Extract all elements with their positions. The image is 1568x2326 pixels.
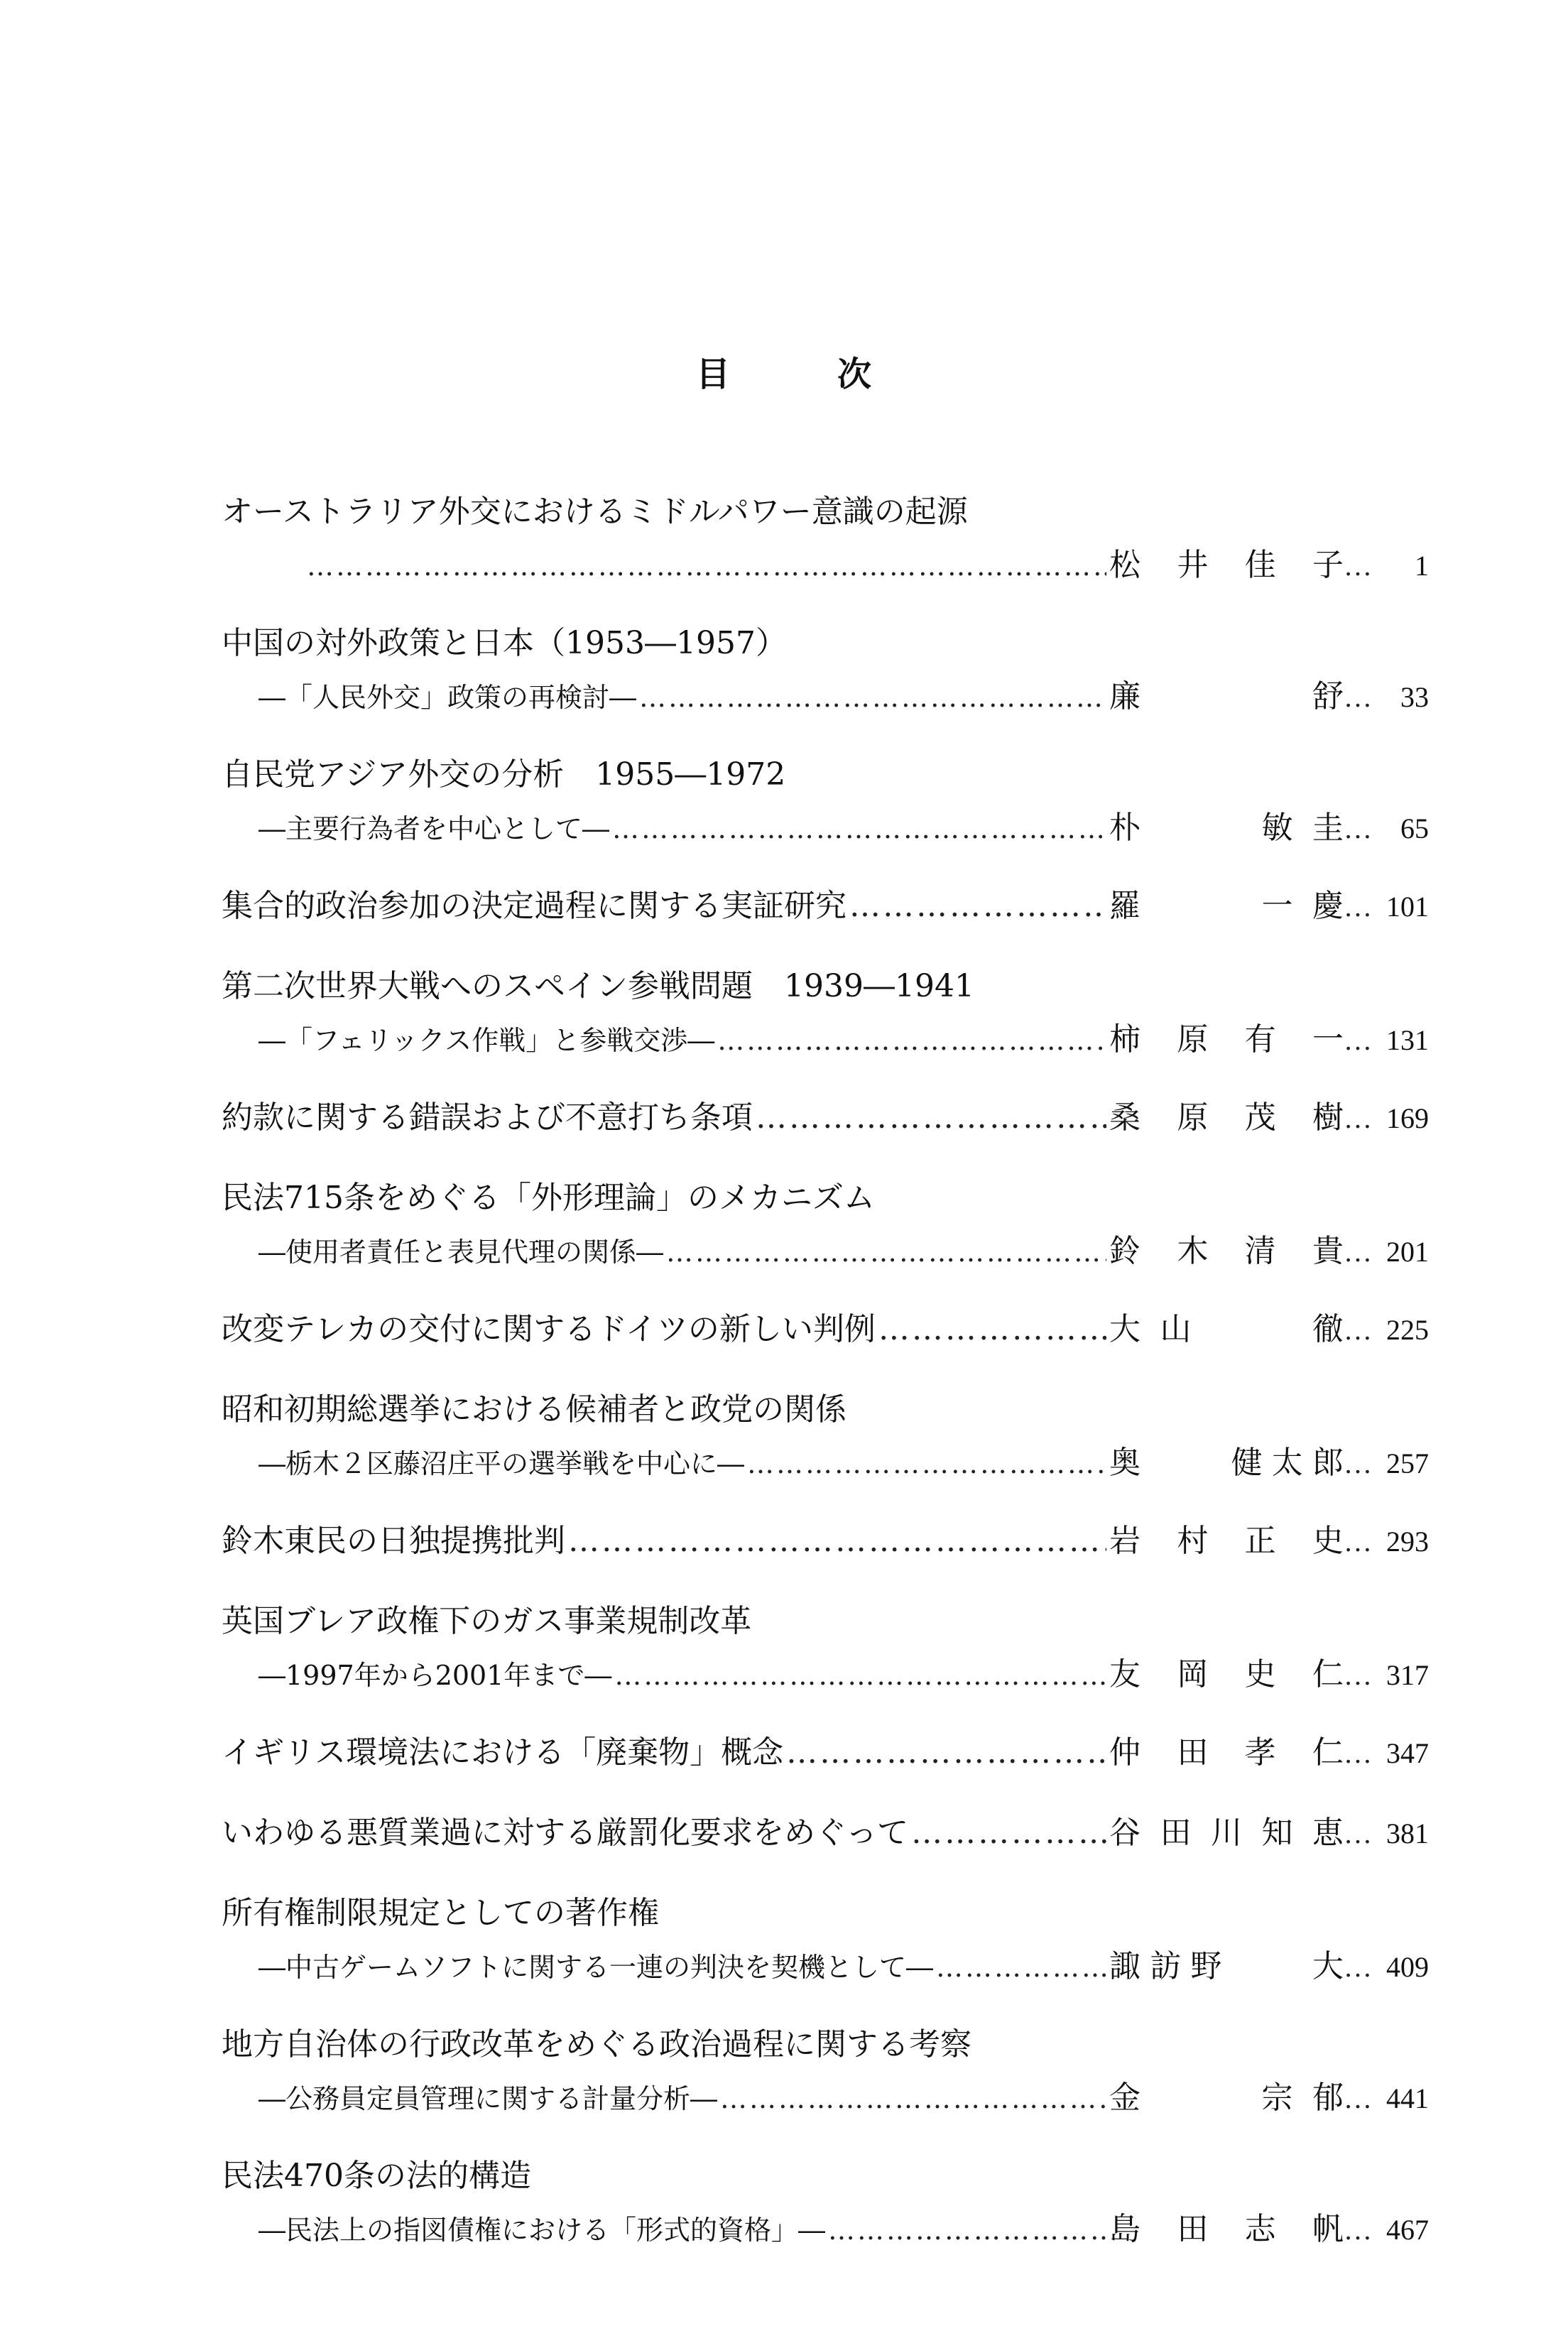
- article-title: 昭和初期総選挙における候補者と政党の関係: [222, 1391, 846, 1428]
- author-name: 鈴木清貴: [1109, 1233, 1344, 1269]
- toc-title-line: [222, 484, 1429, 540]
- author-name: 朴 敏圭: [1109, 810, 1344, 846]
- toc-entry: [222, 1725, 1429, 1781]
- article-title: いわゆる悪質業過に対する厳罰化要求をめぐって: [222, 1815, 909, 1851]
- toc-title-line: [222, 2148, 1429, 2204]
- toc-title-line: [222, 747, 1429, 803]
- author-name: 桑原茂樹: [1109, 1099, 1344, 1136]
- toc-title-line: [222, 1513, 1429, 1569]
- toc-title-line: [222, 879, 1429, 934]
- toc-entry: [222, 1513, 1429, 1569]
- page-number: … 169: [1344, 1091, 1429, 1146]
- toc-title-line: [222, 1805, 1429, 1861]
- toc-entry: [222, 2017, 1429, 2124]
- dot-leader: [878, 1302, 1106, 1357]
- toc-entry: [222, 1090, 1429, 1146]
- article-subtitle: ―1997年から2001年まで―: [258, 1660, 612, 1691]
- dot-leader: [756, 1090, 1106, 1146]
- title-char-2: 次: [837, 354, 873, 394]
- page-number: … 381: [1344, 1806, 1429, 1862]
- author-name: 島田志帆: [1109, 2211, 1344, 2247]
- dot-leader: [614, 1650, 1106, 1701]
- author-name: 谷田川知恵: [1109, 1815, 1344, 1851]
- author-name: 廉 舒: [1109, 678, 1344, 714]
- article-subtitle: ―中古ゲームソフトに関する一連の判決を契機として―: [258, 1952, 934, 1983]
- dot-leader: [666, 1227, 1106, 1278]
- toc-subtitle-line: [222, 803, 1429, 854]
- page-number: … 101: [1344, 879, 1429, 935]
- dot-leader: [936, 1942, 1106, 1993]
- toc-subtitle-line: [222, 1649, 1429, 1700]
- author-name: 友岡史仁: [1109, 1656, 1344, 1692]
- toc-entry: [222, 1170, 1429, 1277]
- author-name: 柿原有一: [1109, 1021, 1344, 1058]
- page-number: … 65: [1344, 803, 1429, 854]
- toc-title-line: [222, 1886, 1429, 1941]
- dot-leader: [307, 540, 1106, 592]
- article-subtitle: ―「人民外交」政策の再検討―: [258, 682, 637, 713]
- article-title: 鈴木東民の日独提携批判: [222, 1523, 565, 1559]
- page-number: … 317: [1344, 1650, 1429, 1701]
- toc-title-line: [222, 2017, 1429, 2072]
- dot-leader: [828, 2205, 1106, 2256]
- toc-title-line: [222, 1090, 1429, 1146]
- toc-title-line: [222, 1302, 1429, 1357]
- table-of-contents: [222, 484, 1429, 2280]
- page-number: … 1: [1344, 540, 1429, 592]
- article-title: 民法715条をめぐる「外形理論」のメカニズム: [222, 1180, 875, 1216]
- toc-subtitle-line: [222, 671, 1429, 722]
- page-number: … 409: [1344, 1942, 1429, 1993]
- page-number: … 347: [1344, 1726, 1429, 1781]
- toc-subtitle-line: [222, 2204, 1429, 2255]
- toc-entry: [222, 1886, 1429, 1992]
- dot-leader: [786, 1725, 1106, 1781]
- toc-entry: [222, 879, 1429, 934]
- page-number: … 467: [1344, 2205, 1429, 2256]
- toc-entry: [222, 1805, 1429, 1861]
- toc-subtitle-line: [222, 1438, 1429, 1489]
- article-subtitle: ―栃木２区藤沼庄平の選挙戦を中心に―: [258, 1448, 745, 1479]
- toc-title-line: [222, 1170, 1429, 1226]
- article-title: 英国ブレア政権下のガス事業規制改革: [222, 1603, 752, 1639]
- page-title: [0, 347, 1568, 396]
- dot-leader: [849, 879, 1106, 934]
- article-subtitle: ―使用者責任と表見代理の関係―: [258, 1237, 664, 1268]
- dot-leader: [568, 1513, 1106, 1569]
- article-title: 改変テレカの交付に関するドイツの新しい判例: [222, 1311, 876, 1347]
- author-name: 松井佳子: [1109, 547, 1344, 583]
- toc-title-line: [222, 1725, 1429, 1781]
- article-subtitle: ―「フェリックス作戦」と参戦交渉―: [258, 1025, 715, 1056]
- toc-subtitle-line: [222, 540, 1429, 591]
- page-number: … 293: [1344, 1514, 1429, 1570]
- toc-entry: [222, 484, 1429, 591]
- article-title: 中国の対外政策と日本（1953―1957）: [222, 625, 787, 661]
- page-number: … 201: [1344, 1227, 1429, 1278]
- author-name: 大山 徹: [1109, 1311, 1344, 1347]
- dot-leader: [639, 672, 1106, 723]
- toc-title-line: [222, 959, 1429, 1014]
- author-name: 諏訪野 大: [1109, 1948, 1344, 1984]
- toc-entry: [222, 2148, 1429, 2255]
- author-name: 奥 健太郎: [1109, 1445, 1344, 1481]
- page-number: … 225: [1344, 1303, 1429, 1358]
- toc-title-line: [222, 1382, 1429, 1438]
- article-subtitle: ―公務員定員管理に関する計量分析―: [258, 2083, 718, 2114]
- page-number: … 441: [1344, 2073, 1429, 2124]
- dot-leader: [720, 2073, 1106, 2124]
- article-title: 民法470条の法的構造: [222, 2158, 531, 2194]
- dot-leader: [747, 1438, 1106, 1489]
- article-title: 自民党アジア外交の分析 1955―1972: [222, 756, 786, 793]
- toc-entry: [222, 1594, 1429, 1700]
- author-name: 金 宗郁: [1109, 2080, 1344, 2116]
- toc-entry: [222, 747, 1429, 854]
- article-title: 第二次世界大戦へのスペイン参戦問題 1939―1941: [222, 968, 974, 1004]
- toc-subtitle-line: [222, 1941, 1429, 1992]
- page-number: … 131: [1344, 1015, 1429, 1066]
- article-title: イギリス環境法における「廃棄物」概念: [222, 1734, 784, 1771]
- author-name: 仲田孝仁: [1109, 1734, 1344, 1771]
- article-subtitle: ―民法上の指図債権における「形式的資格」―: [258, 2214, 826, 2246]
- dot-leader: [911, 1805, 1106, 1861]
- toc-entry: [222, 1302, 1429, 1357]
- toc-entry: [222, 1382, 1429, 1489]
- toc-title-line: [222, 616, 1429, 671]
- dot-leader: [612, 803, 1106, 854]
- toc-subtitle-line: [222, 1226, 1429, 1277]
- article-subtitle: ―主要行為者を中心として―: [258, 813, 610, 844]
- toc-subtitle-line: [222, 1014, 1429, 1065]
- title-char-1: 目: [695, 354, 731, 394]
- dot-leader: [717, 1015, 1106, 1066]
- author-name: 岩村正史: [1109, 1523, 1344, 1559]
- page-number: … 33: [1344, 672, 1429, 723]
- toc-entry: [222, 959, 1429, 1065]
- toc-entry: [222, 616, 1429, 722]
- article-title: 所有権制限規定としての著作権: [222, 1895, 659, 1931]
- author-name: 羅 一慶: [1109, 888, 1344, 924]
- toc-subtitle-line: [222, 2072, 1429, 2124]
- article-title: 集合的政治参加の決定過程に関する実証研究: [222, 888, 846, 924]
- article-title: オーストラリア外交におけるミドルパワー意識の起源: [222, 494, 968, 530]
- article-title: 約款に関する錯誤および不意打ち条項: [222, 1099, 753, 1136]
- toc-title-line: [222, 1594, 1429, 1649]
- page-number: … 257: [1344, 1438, 1429, 1489]
- article-title: 地方自治体の行政改革をめぐる政治過程に関する考察: [222, 2026, 971, 2063]
